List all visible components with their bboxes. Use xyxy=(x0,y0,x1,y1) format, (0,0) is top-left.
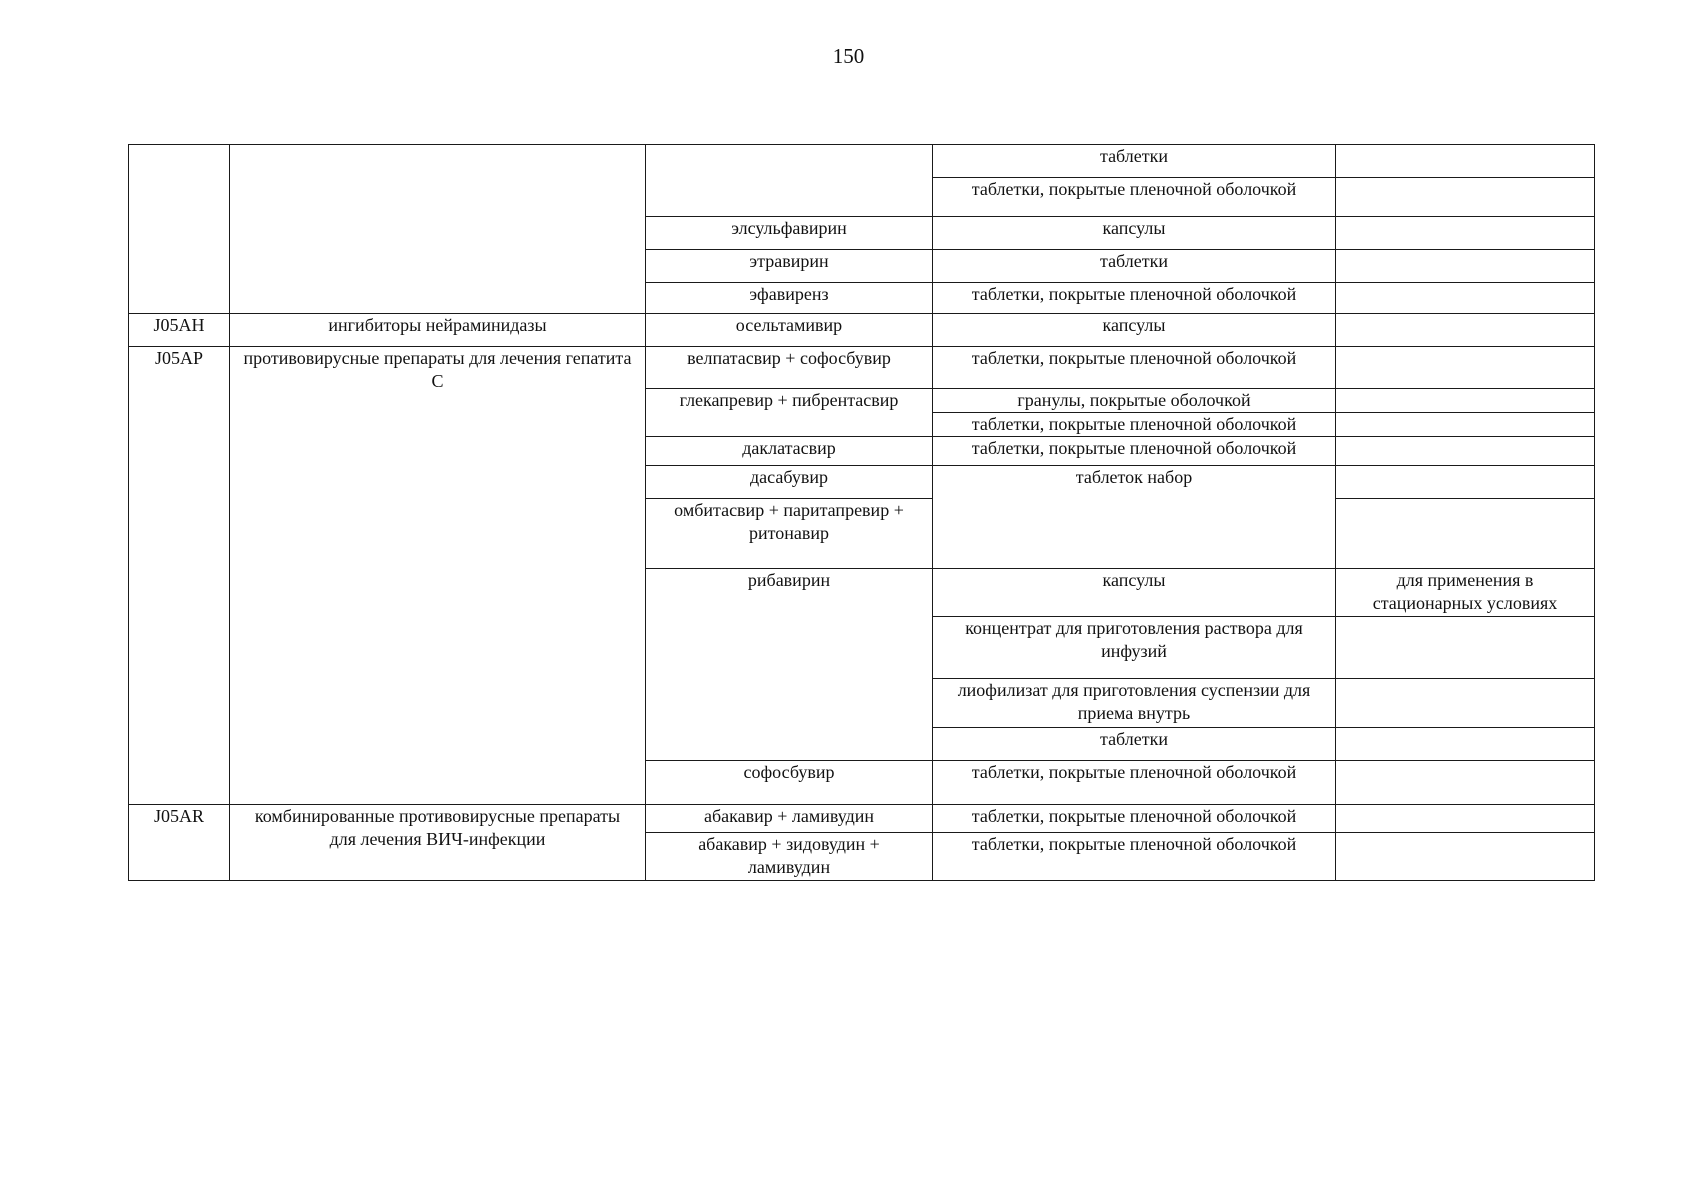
table-row xyxy=(129,347,1595,389)
note-cell xyxy=(1336,466,1595,499)
form-cell: таблетки xyxy=(933,250,1336,283)
drug-cell: омбитасвир + паритапревир + ритонавир xyxy=(646,499,933,569)
form-cell: таблетки, покрытые пленочной оболочкой xyxy=(933,805,1336,833)
form-cell: таблетки, покрытые пленочной оболочкой xyxy=(933,437,1336,466)
form-cell: капсулы xyxy=(933,569,1336,617)
note-cell xyxy=(1336,217,1595,250)
form-cell: капсулы xyxy=(933,217,1336,250)
drug-cell: даклатасвир xyxy=(646,437,933,466)
note-cell xyxy=(1336,679,1595,728)
note-cell xyxy=(1336,761,1595,805)
drug-cell: дасабувир xyxy=(646,466,933,499)
note-cell xyxy=(1336,728,1595,761)
form-cell: таблетки, покрытые пленочной оболочкой xyxy=(933,178,1336,217)
form-cell: гранулы, покрытые оболочкой xyxy=(933,389,1336,413)
form-cell: концентрат для приготовления раствора для инфузий xyxy=(933,617,1336,679)
note-cell: для применения в стационарных условиях xyxy=(1336,569,1595,617)
note-cell xyxy=(1336,389,1595,413)
note-cell xyxy=(1336,145,1595,178)
drug-cell: абакавир + зидовудин + ламивудин xyxy=(646,833,933,881)
note-cell xyxy=(1336,314,1595,347)
note-cell xyxy=(1336,805,1595,833)
form-cell: капсулы xyxy=(933,314,1336,347)
note-cell xyxy=(1336,833,1595,881)
table-row xyxy=(129,805,1595,833)
drug-cell: велпатасвир + софосбувир xyxy=(646,347,933,389)
note-cell xyxy=(1336,178,1595,217)
form-cell: таблетки xyxy=(933,728,1336,761)
drug-cell: элсульфавирин xyxy=(646,217,933,250)
form-cell: таблетки, покрытые пленочной оболочкой xyxy=(933,283,1336,314)
atc-code-cell: J05AR xyxy=(129,805,230,881)
table-row xyxy=(129,145,1595,178)
drug-cell: этравирин xyxy=(646,250,933,283)
drug-cell: софосбувир xyxy=(646,761,933,805)
drug-table xyxy=(128,144,1595,881)
note-cell xyxy=(1336,250,1595,283)
form-cell: таблеток набор xyxy=(933,466,1336,569)
drug-cell: глекапревир + пибрентасвир xyxy=(646,389,933,437)
drug-cell: абакавир + ламивудин xyxy=(646,805,933,833)
form-cell: таблетки, покрытые пленочной оболочкой xyxy=(933,761,1336,805)
drug-cell: эфавиренз xyxy=(646,283,933,314)
page-number: 150 xyxy=(832,44,865,68)
form-cell: таблетки, покрытые пленочной оболочкой xyxy=(933,347,1336,389)
form-cell: таблетки, покрытые пленочной оболочкой xyxy=(933,833,1336,881)
group-cell: комбинированные противовирусные препараты для лечения ВИЧ-инфекции xyxy=(230,805,646,881)
note-cell xyxy=(1336,283,1595,314)
note-cell xyxy=(1336,437,1595,466)
atc-code-cell: J05AH xyxy=(129,314,230,347)
form-cell: лиофилизат для приготовления суспензии для приема внутрь xyxy=(933,679,1336,728)
drug-cell xyxy=(646,145,933,217)
form-cell: таблетки, покрытые пленочной оболочкой xyxy=(933,413,1336,437)
atc-code-cell xyxy=(129,145,230,314)
table-row xyxy=(129,314,1595,347)
form-cell: таблетки xyxy=(933,145,1336,178)
atc-code-cell: J05AP xyxy=(129,347,230,805)
group-cell: противовирусные препараты для лечения гепатита С xyxy=(230,347,646,805)
group-cell xyxy=(230,145,646,314)
note-cell xyxy=(1336,413,1595,437)
note-cell xyxy=(1336,617,1595,679)
note-cell xyxy=(1336,347,1595,389)
group-cell: ингибиторы нейраминидазы xyxy=(230,314,646,347)
drug-cell: рибавирин xyxy=(646,569,933,761)
note-cell xyxy=(1336,499,1595,569)
drug-cell: осельтамивир xyxy=(646,314,933,347)
